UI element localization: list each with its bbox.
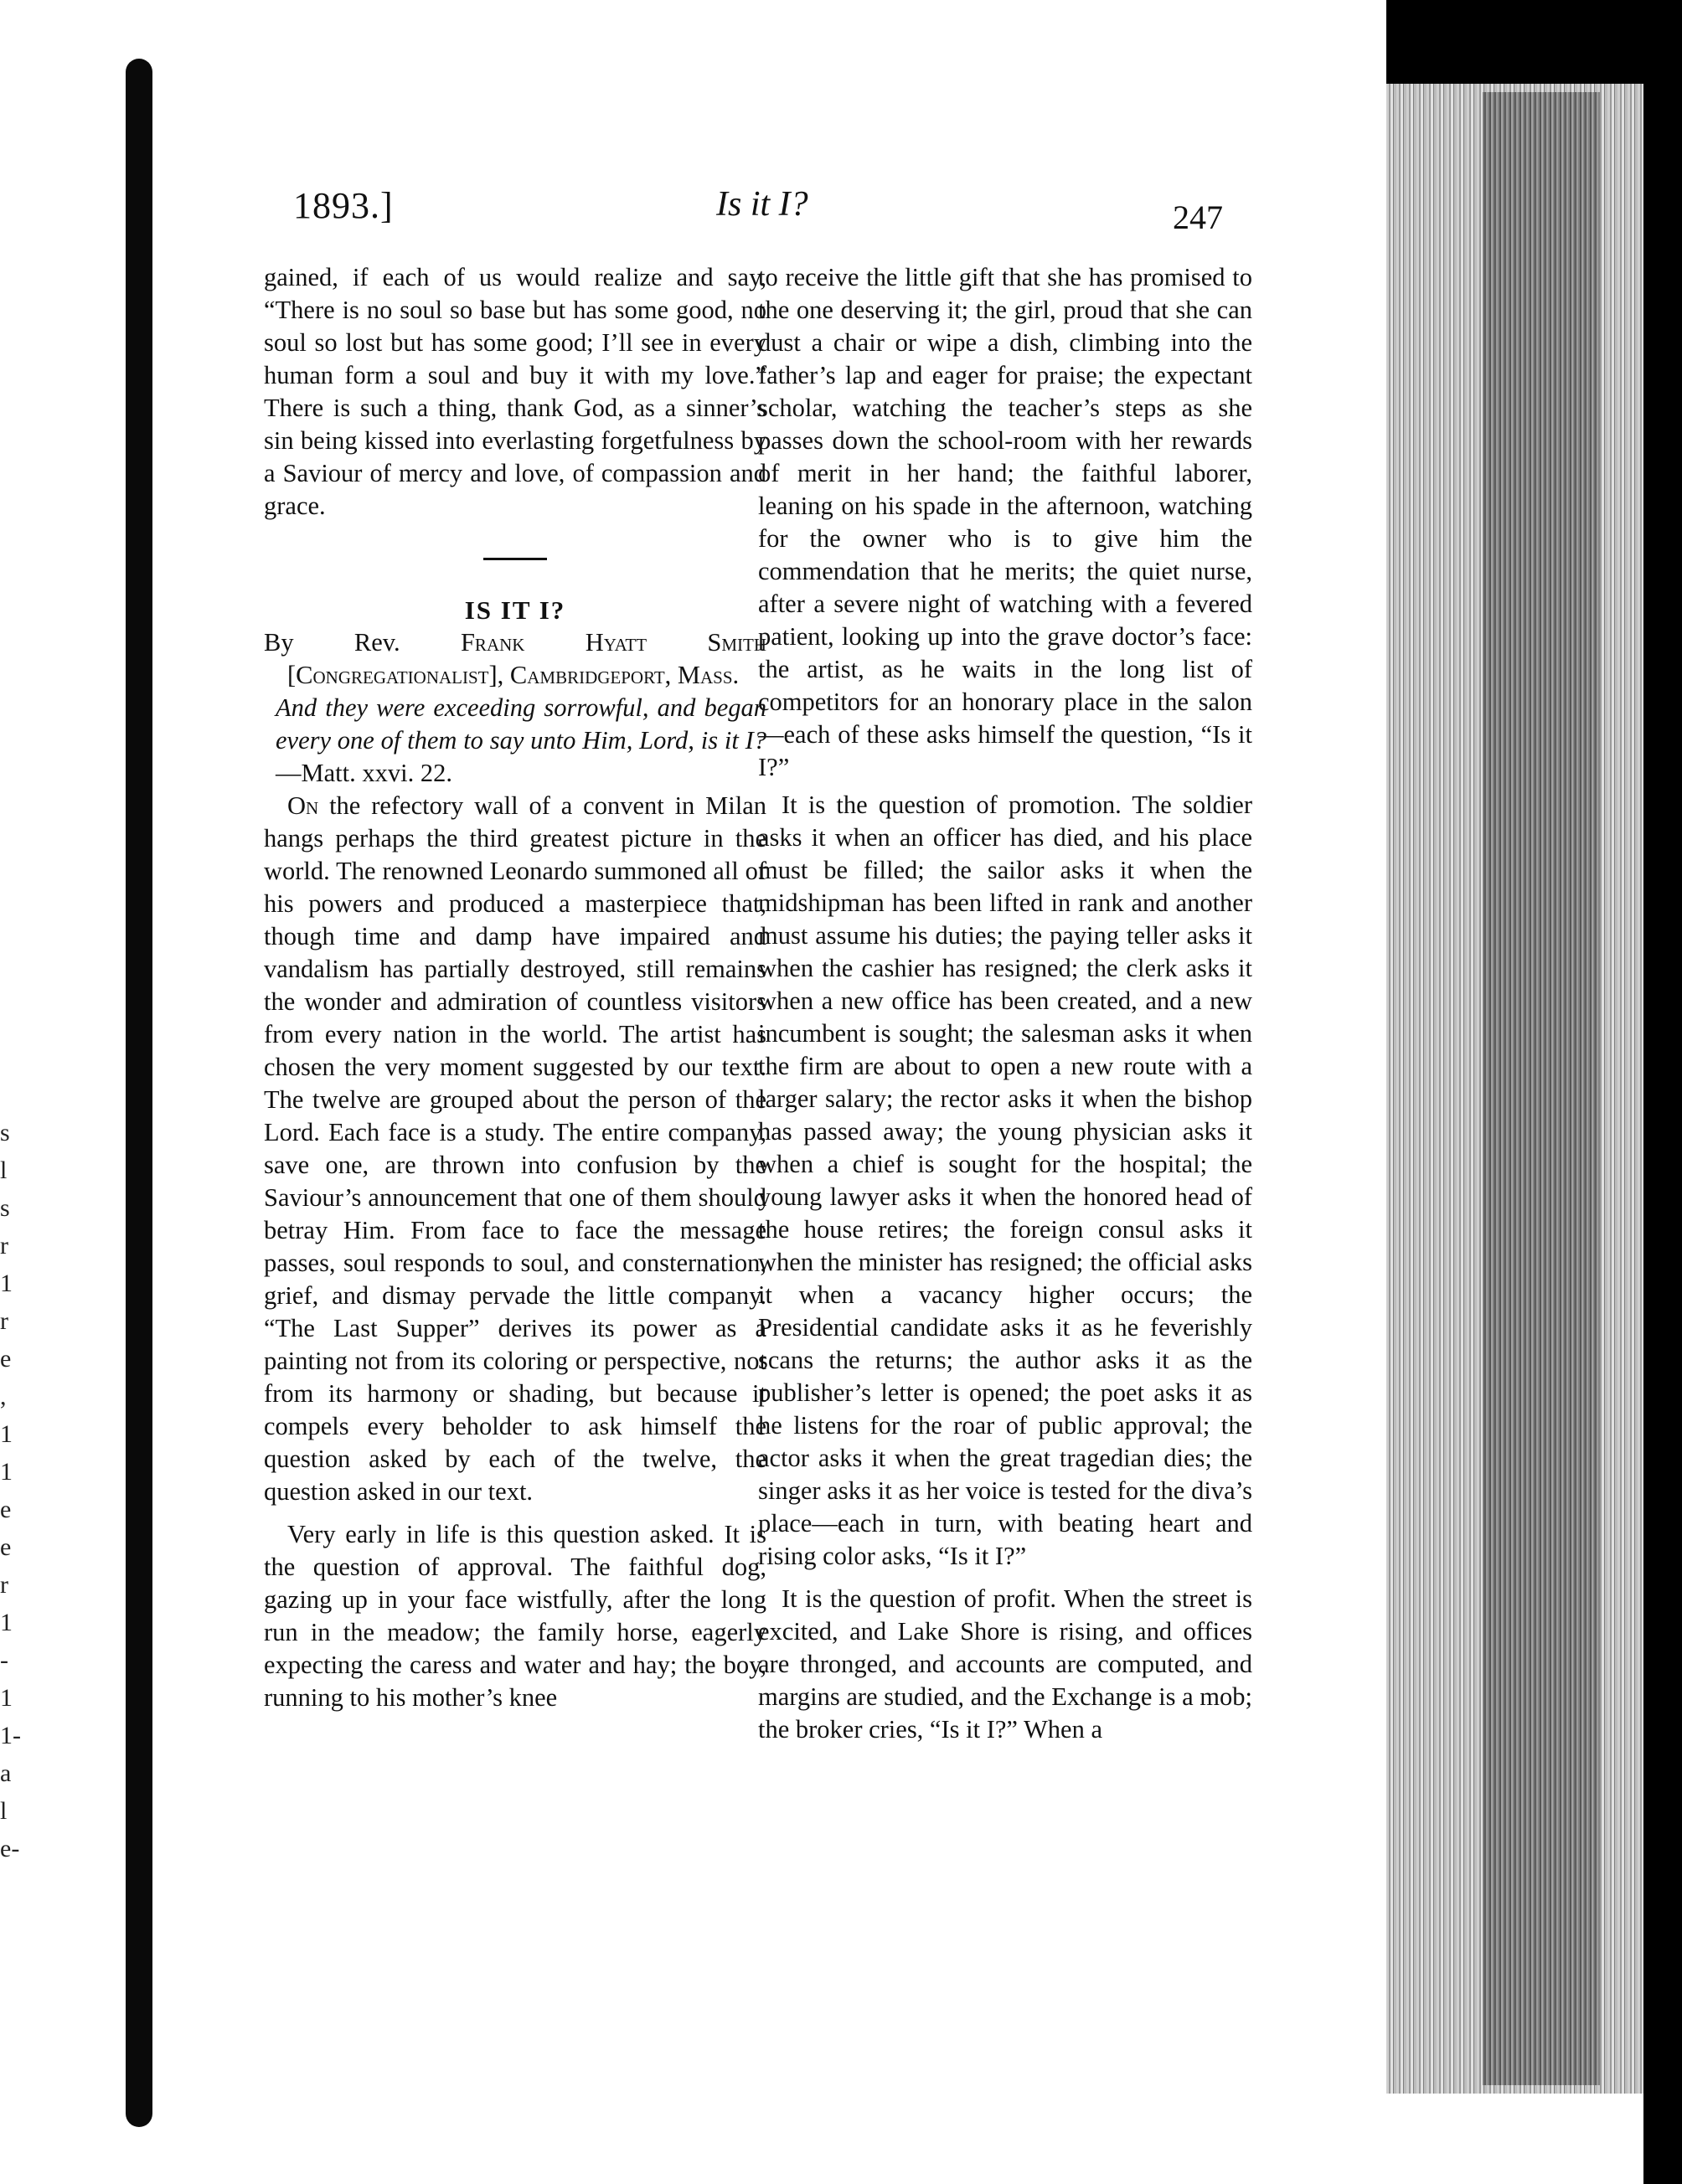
scan-background-right — [1643, 0, 1682, 2184]
byline — [264, 626, 766, 692]
running-header-title: Is it I? — [716, 185, 808, 224]
right-column — [758, 261, 1252, 1746]
body-paragraph — [264, 790, 766, 1508]
drop-lead: On — [287, 791, 319, 820]
page-stack-shadow — [1483, 92, 1600, 2085]
scan-background-top — [1386, 0, 1679, 84]
epigraph-reference: —Matt. xxvi. 22. — [276, 759, 452, 787]
facing-page-edge — [0, 0, 126, 2184]
left-column — [264, 261, 766, 1714]
continued-paragraph: gained, if each of us would realize and say, “There is no soul so base but has some good, no soul so lost but has some good; I’ll see in every human form a soul and buy it with my love.” There is such a thing, thank God, as a sinner’s sin being kissed into everlasting forgetfulness by a Saviour of mercy and love, of compassion and grace. — [264, 263, 766, 520]
byline-prefix: By Rev. — [264, 628, 400, 657]
running-header-year: 1893.] — [293, 185, 394, 226]
page-number: 247 — [1173, 198, 1223, 236]
epigraph — [264, 692, 766, 790]
epigraph-text: And they were exceeding sorrowful, and began every one of them to say unto Him, Lord, is it I? — [276, 693, 766, 755]
body-paragraph: to receive the little gift that she has promised to the one deserving it; the girl, proud that she can dust a chair or wipe a dish, climbing into the father’s lap and eager for praise; the expectant scholar, watching the teacher’s steps as she passes down the school-room with her rewards of merit in her hand; the faithful laborer, leaning on his spade in the afternoon, watching for the owner who is to give him the commendation that he merits; the quiet nurse, after a severe night of watching with a fevered patient, looking up into the grave doctor’s face: the artist, as he waits in the long list of competitors for an honorary place in the salon—each of these asks himself the question, “Is it I?” — [758, 263, 1252, 781]
facing-page-text-fragments: s l s r 1 r e , 1 1 e e r 1 - 1 1- a l e- — [0, 1119, 21, 1862]
article-title: IS IT I? — [464, 595, 566, 625]
section-divider — [483, 558, 547, 560]
paragraph-text: the refectory wall of a convent in Milan hangs perhaps the third greatest picture in the world. The renowned Leonardo summoned all of his powers and produced a masterpiece that, though time and damp have impaired and vandalism has partially destroyed, still remains the wonder and admiration of countless visitors from every nation in the world. The artist has chosen the very moment suggested by our text. The twelve are grouped about the person of the Lord. Each face is a study. The entire company, save one, are thrown into confusion by the Saviour’s announcement that one of them should betray Him. From face to face the message passes, soul responds to soul, and consternation, grief, and dismay pervade the little company. “The Last Supper” derives its power as a painting not from its coloring or perspective, not from its harmony or shading, but because it compels every beholder to ask himself the question asked by each of the twelve, the question asked in our text. — [264, 791, 767, 1506]
book-gutter — [126, 59, 152, 2127]
body-paragraph: It is the question of promotion. The soldier asks it when an officer has died, and his place must be filled; the sailor asks it when the midshipman has been lifted in rank and another must assume his duties; the paying teller asks it when the cashier has resigned; the clerk asks it when a new office has been created, and a new incumbent is sought; the salesman asks it when the firm are about to open a new route with a larger salary; the rector asks it when the bishop has passed away; the young physician asks it when a chief is sought for the hospital; the young lawyer asks it when the honored head of the house retires; the foreign consul asks it when the minister has resigned; the official asks it when a vacancy higher occurs; the Presidential candidate asks it as he feverishly scans the returns; the author asks it as the publisher’s letter is opened; the poet asks it as he listens for the roar of public approval; the actor asks it when the great tragedian dies; the singer asks it as her voice is tested for the diva’s place—each in turn, with beating heart and rising color asks, “Is it I?” — [758, 791, 1252, 1570]
byline-author: Frank Hyatt Smith [Congregationalist], Cambridgeport, Mass. — [287, 628, 766, 689]
body-paragraph: Very early in life is this question asked. It is the question of approval. The faithful dog, gazing up in your face wistfully, after the long run in the meadow; the family horse, eagerly expecting the caress and water and hay; the boy, running to his mother’s knee — [264, 1520, 766, 1712]
body-paragraph: It is the question of profit. When the street is excited, and Lake Shore is rising, and offices are thronged, and accounts are computed, and margins are studied, and the Exchange is a mob; the broker cries, “Is it I?” When a — [758, 1584, 1252, 1744]
